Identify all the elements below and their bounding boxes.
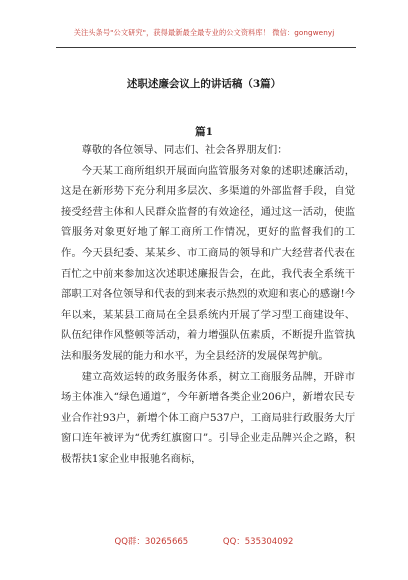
header-divider <box>56 47 356 48</box>
section-heading: 篇1 <box>195 126 213 138</box>
header-banner: 关注头条号"公文研究"，获得最新最全最专业的公文资料库！ 微信：gongwenyj <box>73 28 335 37</box>
footer-qq-group: QQ群：30265665 <box>114 537 189 547</box>
document-title: 述职述廉会议上的讲话稿（3篇） <box>126 78 282 90</box>
salutation: 尊敬的各位领导、同志们、社会各界朋友们： <box>81 144 288 156</box>
paragraph-2: 建立高效运转的政务服务体系，树立工商服务品牌，开辟市场主体准入“绿色通道”，今年新增各类企业206户，新增农民专业合作社93户，新增个体工商户537户，工商局驻行政服务大厅窗口连年被评为“优秀红旗窗口”。引导企业走品牌兴企之路，积极帮扶1家企业申报驰名商标， <box>61 370 355 465</box>
footer-qq: QQ：535304092 <box>222 537 294 547</box>
paragraph-1: 今天某工商所组织开展面向监管服务对象的述职述廉活动，这是在新形势下充分利用多层次、多渠道的外部监督手段，自觉接受经营主体和人民群众监督的有效途径，通过这一活动，使监管服务对象更好地了解工商所工作情况，更好的监督我们的工作。今天县纪委、某某乡、市工商局的领导和广大经营者代表在百忙之中前来参加这次述职述廉报告会，在此，我代表全系统干部职工对各位领导和代表的到来表示热烈的欢迎和衷心的感谢!今年以来，某某县工商局在全县系统内开展了学习型工商建设年、队伍纪律作风整顿等活动，着力增强队伍素质，不断提升监管执法和服务发展的能力和水平，为全县经济的发展保驾护航。 <box>61 164 355 362</box>
document-body <box>61 140 355 470</box>
footer-contacts <box>0 535 408 547</box>
